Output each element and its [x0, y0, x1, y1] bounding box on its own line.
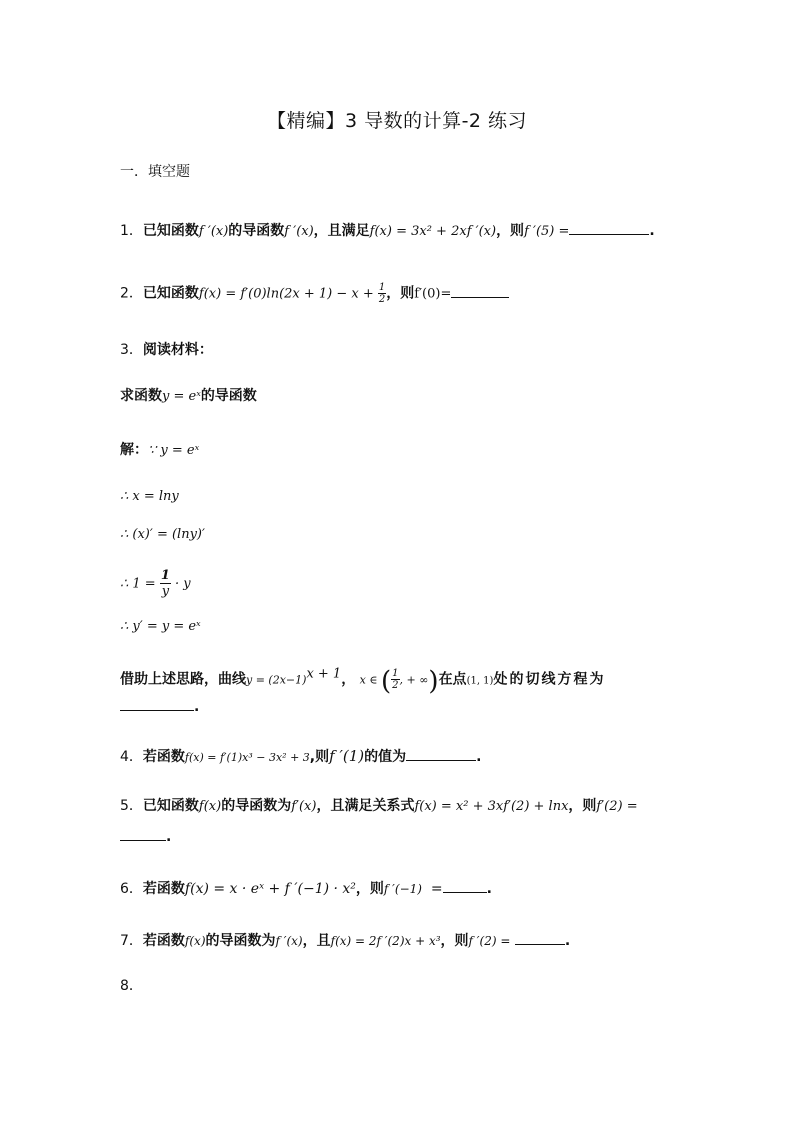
question-5-blank-line: .: [120, 826, 171, 847]
question-8: 8．: [120, 978, 143, 994]
question-3-heading: 3．阅读材料：: [120, 342, 213, 358]
answer-blank[interactable]: [120, 826, 166, 841]
question-2: 2．已知函数f(x) = f′(0)ln(2x + 1) − x + $\frac{1}{2}$ ，则f′(0)=: [120, 282, 509, 305]
answer-blank[interactable]: [406, 746, 476, 761]
fraction: $\frac{1}{2}$: [378, 282, 386, 305]
page-title: 【精编】3 导数的计算-2 练习: [266, 110, 528, 132]
question-1: 1．已知函数f ′(x)的导函数f ′(x)，且满足f(x) = 3x² + 2xf ′(x)，则f ′(5) = .: [120, 220, 655, 242]
reading-line-6: ∴ y′ = y = eˣ: [120, 619, 201, 634]
reading-line-2: 解：∵ y = eˣ: [120, 442, 200, 458]
question-6: 6．若函数f(x) = x · eˣ + f ′(−1) · x²，则f ′(−1) = .: [120, 878, 492, 899]
reading-line-5: ∴ 1 = $\frac{1}{y}$ · y: [120, 568, 191, 599]
reading-line-8: .: [120, 696, 199, 717]
reading-line-3: ∴ x = lny: [120, 489, 179, 504]
question-5: 5．已知函数f(x)的导函数为f′(x)，且满足关系式f(x) = x² + 3xf′(2) + lnx，则f′(2) =: [120, 798, 638, 814]
fraction: $\frac{1}{2}$: [392, 668, 399, 691]
fraction: $\frac{1}{y}$: [160, 568, 170, 599]
reading-line-1: 求函数y = eˣ的导函数: [120, 388, 257, 404]
answer-blank[interactable]: [451, 283, 509, 298]
answer-blank[interactable]: [443, 878, 487, 893]
reading-line-7: 借助上述思路，曲线$y = (2x-1)^{x + 1}$， x ∈ ( $\frac{1}{2}$ , + ∞)在点(1, 1)处的切线方程为: [120, 666, 606, 697]
answer-blank[interactable]: [569, 220, 649, 235]
section-heading: 一．填空题: [120, 164, 190, 180]
question-4: 4．若函数f(x) = f′(1)x³ − 3x² + 3,则f ′(1)的值为 .: [120, 747, 482, 765]
answer-blank[interactable]: [515, 930, 565, 945]
answer-blank[interactable]: [120, 696, 194, 711]
question-7: 7．若函数f(x)的导函数为f ′(x)，且f(x) = 2f ′(2)x + x³，则f ′(2) = .: [120, 930, 570, 951]
reading-line-4: ∴ (x)′ = (lny)′: [120, 527, 205, 542]
